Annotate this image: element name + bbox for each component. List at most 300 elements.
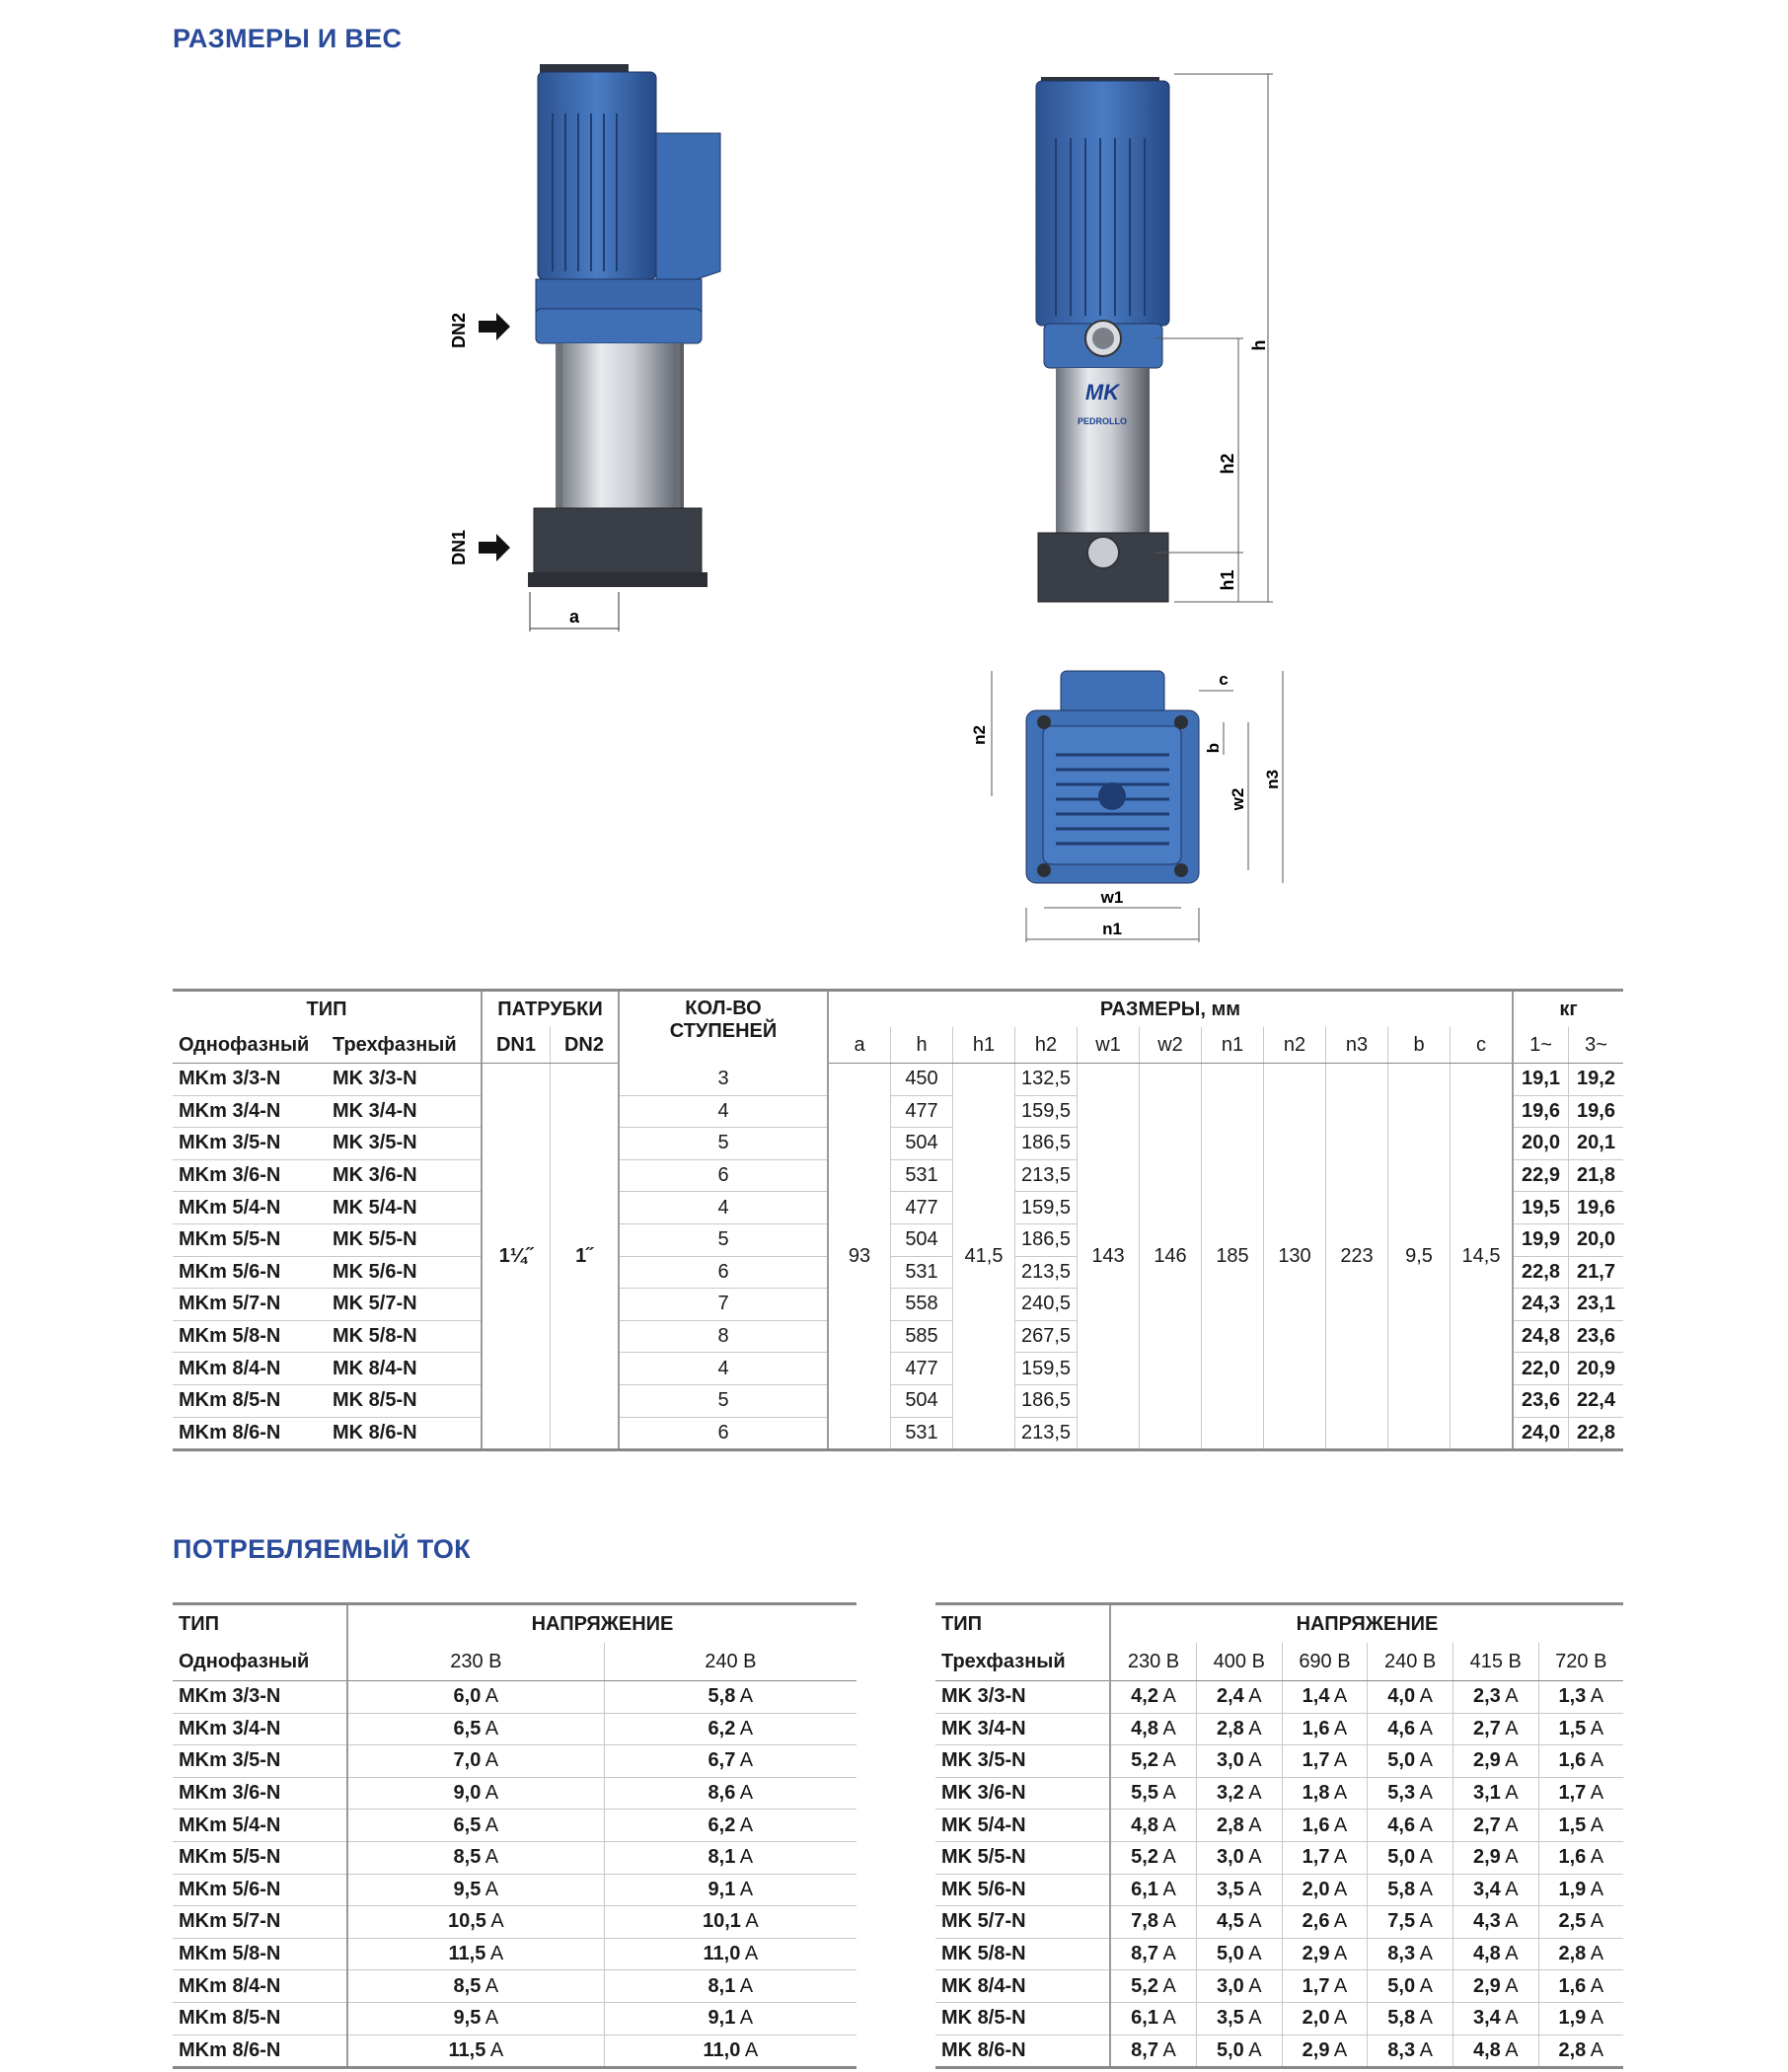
current-unit: A [1162, 2038, 1176, 2061]
model-name: MK 8/6-N [935, 2035, 1110, 2068]
current-value-cell [1282, 1938, 1368, 1970]
cell-stages: 6 [619, 1417, 828, 1450]
current-value-cell [1538, 1810, 1623, 1842]
current-unit: A [1333, 1685, 1348, 1708]
current-value: 4,3 [1472, 1910, 1501, 1933]
model-single: MKm 5/7-N [173, 1289, 327, 1321]
current-unit: A [489, 1943, 504, 1965]
current-value-cell [1453, 1874, 1538, 1906]
current-value: 4,8 [1131, 1813, 1158, 1836]
current-value-cell [1110, 1874, 1196, 1906]
current-value: 1,3 [1558, 1685, 1587, 1708]
current-value: 1,7 [1302, 1749, 1330, 1772]
cell-stages: 5 [619, 1384, 828, 1417]
current-value: 2,8 [1558, 1943, 1587, 1965]
current-unit: A [484, 1717, 499, 1739]
header-voltage-col: 240 В [604, 1643, 857, 1681]
current-value: 8,3 [1387, 2038, 1416, 2061]
current-value: 8,1 [708, 1846, 736, 1869]
current-unit: A [1333, 1749, 1348, 1772]
cell-kg3: 19,6 [1569, 1192, 1624, 1224]
current-unit: A [1162, 1685, 1176, 1708]
current-unit: A [1419, 1782, 1433, 1805]
current-value: 6,5 [453, 1813, 482, 1836]
current-value: 8,5 [453, 1846, 482, 1869]
current-value: 1,6 [1558, 1846, 1587, 1869]
current-value: 8,5 [453, 1974, 482, 1997]
current-value-cell [1110, 2002, 1196, 2035]
label-c: c [1219, 670, 1229, 689]
table-row [935, 1906, 1623, 1939]
pump-side-view-drawing [449, 64, 745, 641]
current-unit: A [1590, 1878, 1604, 1900]
current-value: 5,0 [1216, 1943, 1244, 1965]
current-value-cell [1282, 1906, 1368, 1939]
cell-kg3: 22,8 [1569, 1417, 1624, 1450]
current-value: 8,6 [708, 1782, 736, 1805]
cell-kg1: 22,0 [1513, 1353, 1569, 1385]
current-unit: A [1248, 1782, 1262, 1805]
header-stages-line1: КОЛ-ВО [685, 998, 762, 1019]
cell-h: 531 [891, 1417, 953, 1450]
current-value: 3,0 [1216, 1974, 1244, 1997]
cell-h2: 213,5 [1015, 1256, 1078, 1289]
current-value-cell [1196, 1681, 1282, 1714]
header-col-h1: h1 [953, 1027, 1015, 1064]
current-value: 6,7 [708, 1749, 736, 1772]
current-unit: A [1333, 2007, 1348, 2030]
table-row [935, 1938, 1623, 1970]
model-three: MK 3/6-N [327, 1159, 482, 1192]
cell-b: 9,5 [1388, 1064, 1451, 1450]
table-row [935, 2002, 1623, 2035]
current-value-cell [1453, 2035, 1538, 2068]
header-subtype: Однофазный [173, 1643, 347, 1681]
section-title-current: ПОТРЕБЛЯЕМЫЙ ТОК [173, 1534, 471, 1564]
current-unit: A [1248, 1910, 1262, 1933]
current-value: 3,1 [1472, 1782, 1501, 1805]
table-row [173, 1874, 857, 1906]
current-value-cell [1368, 1810, 1453, 1842]
cell-stages: 6 [619, 1256, 828, 1289]
current-value: 5,8 [1387, 1878, 1416, 1900]
model-name: MKm 5/8-N [173, 1938, 347, 1970]
current-unit: A [1162, 1749, 1176, 1772]
current-unit: A [739, 1685, 754, 1708]
header-voltage-col: 240 В [1368, 1643, 1453, 1681]
current-unit: A [1419, 1685, 1433, 1708]
model-name: MKm 8/5-N [173, 2002, 347, 2035]
current-value-cell [1368, 1745, 1453, 1778]
current-unit: A [1333, 1910, 1348, 1933]
current-value-cell [1110, 1713, 1196, 1745]
header-col-b: b [1388, 1027, 1451, 1064]
cell-kg3: 22,4 [1569, 1384, 1624, 1417]
current-value-cell [1196, 1970, 1282, 2003]
current-value: 6,2 [708, 1813, 736, 1836]
current-value: 2,8 [1558, 2038, 1587, 2061]
current-value: 4,8 [1472, 2038, 1501, 2061]
header-voltage-col: 720 В [1538, 1643, 1623, 1681]
current-unit: A [1333, 1846, 1348, 1869]
current-unit: A [1419, 1878, 1433, 1900]
cell-dn2: 1˝ [551, 1064, 620, 1450]
table-row [935, 1970, 1623, 2003]
model-name: MK 3/4-N [935, 1713, 1110, 1745]
current-value-cell [347, 1874, 604, 1906]
current-unit: A [1505, 1878, 1519, 1900]
current-value: 2,0 [1302, 1878, 1330, 1900]
current-unit: A [739, 1717, 754, 1739]
current-value-cell [1453, 1810, 1538, 1842]
model-three: MK 5/6-N [327, 1256, 482, 1289]
current-value-cell [1453, 1970, 1538, 2003]
current-value-cell [1453, 1841, 1538, 1874]
current-value-cell [604, 1745, 857, 1778]
cell-stages: 6 [619, 1159, 828, 1192]
cell-kg1: 19,9 [1513, 1223, 1569, 1256]
current-value: 2,4 [1216, 1685, 1244, 1708]
model-three: MK 3/4-N [327, 1095, 482, 1128]
cell-kg3: 21,7 [1569, 1256, 1624, 1289]
table-row [173, 1064, 1623, 1096]
current-value-cell [1368, 1777, 1453, 1810]
current-unit: A [739, 1846, 754, 1869]
current-unit: A [739, 1974, 754, 1997]
cell-h: 504 [891, 1223, 953, 1256]
current-value: 1,9 [1558, 2007, 1587, 2030]
current-unit: A [1333, 1782, 1348, 1805]
current-value: 3,4 [1472, 1878, 1501, 1900]
cell-kg1: 22,8 [1513, 1256, 1569, 1289]
current-unit: A [1505, 1749, 1519, 1772]
current-value: 5,0 [1387, 1974, 1416, 1997]
current-value-cell [347, 1841, 604, 1874]
label-h1: h1 [1218, 569, 1237, 591]
current-value: 3,2 [1216, 1782, 1244, 1805]
cell-kg1: 24,3 [1513, 1289, 1569, 1321]
current-value-cell [1453, 1681, 1538, 1714]
header-dn1: DN1 [482, 1027, 551, 1064]
dimensions-table [173, 989, 1623, 1451]
header-sizes: РАЗМЕРЫ, мм [828, 991, 1513, 1028]
current-value-cell [1196, 1777, 1282, 1810]
cell-h: 504 [891, 1384, 953, 1417]
pump-front-view-drawing [1016, 59, 1312, 631]
header-dn2: DN2 [551, 1027, 620, 1064]
current-value: 8,7 [1131, 2038, 1158, 2061]
current-value: 4,5 [1216, 1910, 1244, 1933]
current-value-cell [1282, 1681, 1368, 1714]
current-single-phase-table [173, 1602, 857, 2069]
current-value-cell [347, 1681, 604, 1714]
current-value: 1,5 [1558, 1813, 1587, 1836]
current-value-cell [1110, 1777, 1196, 1810]
model-name: MKm 5/5-N [173, 1841, 347, 1874]
current-value: 1,6 [1558, 1974, 1587, 1997]
cell-stages: 5 [619, 1128, 828, 1160]
current-unit: A [1333, 1717, 1348, 1739]
current-unit: A [1419, 1943, 1433, 1965]
current-value-cell [604, 1906, 857, 1939]
model-single: MKm 3/5-N [173, 1128, 327, 1160]
current-unit: A [484, 1782, 499, 1805]
current-value: 5,8 [1387, 2007, 1416, 2030]
current-value: 5,0 [1387, 1846, 1416, 1869]
table-row [935, 1713, 1623, 1745]
current-value-cell [604, 1970, 857, 2003]
header-col-h2: h2 [1015, 1027, 1078, 1064]
current-value-cell [1196, 2035, 1282, 2068]
cell-h: 531 [891, 1256, 953, 1289]
current-value-cell [1453, 1713, 1538, 1745]
current-value: 5,0 [1387, 1749, 1416, 1772]
current-value: 2,7 [1472, 1717, 1501, 1739]
table-row [935, 1841, 1623, 1874]
header-voltage: НАПРЯЖЕНИЕ [347, 1604, 857, 1644]
current-value-cell [1110, 1810, 1196, 1842]
current-unit: A [484, 1878, 499, 1900]
label-h2: h2 [1218, 453, 1237, 475]
cell-h2: 240,5 [1015, 1289, 1078, 1321]
current-value-cell [1368, 1906, 1453, 1939]
cell-h1: 41,5 [953, 1064, 1015, 1450]
current-value-cell [1196, 1841, 1282, 1874]
current-value: 5,2 [1131, 1974, 1158, 1997]
cell-h: 504 [891, 1128, 953, 1160]
current-unit: A [1248, 1813, 1262, 1836]
current-unit: A [1505, 2038, 1519, 2061]
current-value: 1,7 [1558, 1782, 1587, 1805]
current-value-cell [347, 1906, 604, 1939]
current-value-cell [1538, 1874, 1623, 1906]
label-n1: n1 [1102, 920, 1122, 938]
header-subtype: Трехфазный [935, 1643, 1110, 1681]
current-unit: A [1419, 1846, 1433, 1869]
current-value-cell [1196, 1938, 1282, 1970]
current-value-cell [1368, 2002, 1453, 2035]
current-value-cell [1538, 1681, 1623, 1714]
current-value: 9,5 [453, 2007, 482, 2030]
current-value: 5,3 [1387, 1782, 1416, 1805]
current-unit: A [1505, 1846, 1519, 1869]
current-unit: A [490, 1910, 504, 1933]
header-stages-line2: СТУПЕНЕЙ [669, 1020, 778, 1042]
current-value: 9,5 [453, 1878, 482, 1900]
current-value-cell [1110, 1970, 1196, 2003]
current-unit: A [484, 1846, 499, 1869]
current-value: 2,9 [1302, 2038, 1330, 2061]
model-three: MK 5/4-N [327, 1192, 482, 1224]
header-ports: ПАТРУБКИ [482, 991, 619, 1028]
current-unit: A [1162, 1717, 1176, 1739]
table-row [173, 1713, 857, 1745]
current-value: 7,5 [1387, 1910, 1416, 1933]
model-single: MKm 3/6-N [173, 1159, 327, 1192]
current-value: 2,8 [1216, 1813, 1244, 1836]
table-row [173, 1970, 857, 2003]
table-row [935, 1681, 1623, 1714]
cell-stages: 4 [619, 1192, 828, 1224]
current-value-cell [604, 1777, 857, 1810]
current-value: 8,7 [1131, 1943, 1158, 1965]
cell-h2: 159,5 [1015, 1353, 1078, 1385]
model-name: MKm 8/4-N [173, 1970, 347, 2003]
table-row [935, 1874, 1623, 1906]
current-value-cell [1453, 1745, 1538, 1778]
cell-stages: 5 [619, 1223, 828, 1256]
current-value: 1,5 [1558, 1717, 1587, 1739]
current-unit: A [1333, 1943, 1348, 1965]
current-unit: A [1248, 1943, 1262, 1965]
cell-h: 477 [891, 1095, 953, 1128]
cell-h2: 159,5 [1015, 1192, 1078, 1224]
current-value-cell [604, 2035, 857, 2068]
current-value-cell [604, 1810, 857, 1842]
current-unit: A [1419, 1749, 1433, 1772]
current-unit: A [1590, 1782, 1604, 1805]
current-unit: A [1248, 2038, 1262, 2061]
model-name: MK 5/4-N [935, 1810, 1110, 1842]
current-value-cell [1538, 1938, 1623, 1970]
current-unit: A [1590, 1717, 1604, 1739]
cell-h: 477 [891, 1192, 953, 1224]
current-value-cell [1110, 1906, 1196, 1939]
cell-kg3: 21,8 [1569, 1159, 1624, 1192]
current-unit: A [739, 1749, 754, 1772]
label-w1: w1 [1100, 888, 1124, 907]
table-row [173, 2035, 857, 2068]
current-value-cell [1538, 2002, 1623, 2035]
table-row [935, 1745, 1623, 1778]
current-unit: A [1248, 1717, 1262, 1739]
cell-a: 93 [828, 1064, 891, 1450]
cell-h2: 186,5 [1015, 1223, 1078, 1256]
header-col-n3: n3 [1326, 1027, 1388, 1064]
header-type: ТИП [935, 1604, 1110, 1644]
current-value: 11,5 [448, 2038, 486, 2061]
current-unit: A [1419, 1717, 1433, 1739]
current-value: 2,8 [1216, 1717, 1244, 1739]
model-name: MKm 3/4-N [173, 1713, 347, 1745]
current-value: 11,0 [703, 1943, 741, 1965]
current-value-cell [604, 1938, 857, 1970]
current-value-cell [347, 1777, 604, 1810]
current-value-cell [1453, 1938, 1538, 1970]
current-unit: A [1590, 1974, 1604, 1997]
current-unit: A [1505, 1813, 1519, 1836]
model-three: MK 5/5-N [327, 1223, 482, 1256]
current-value: 5,5 [1131, 1782, 1158, 1805]
current-value-cell [1282, 1745, 1368, 1778]
model-name: MKm 5/6-N [173, 1874, 347, 1906]
current-unit: A [1248, 1878, 1262, 1900]
current-value: 4,0 [1387, 1685, 1416, 1708]
current-value-cell [347, 1938, 604, 1970]
current-unit: A [745, 1910, 759, 1933]
current-unit: A [1505, 1685, 1519, 1708]
current-unit: A [1505, 1782, 1519, 1805]
model-single: MKm 3/4-N [173, 1095, 327, 1128]
pump-top-view-drawing [952, 661, 1322, 962]
current-unit: A [1505, 2007, 1519, 2030]
model-name: MK 3/6-N [935, 1777, 1110, 1810]
current-unit: A [1590, 1846, 1604, 1869]
cell-h2: 132,5 [1015, 1064, 1078, 1096]
current-unit: A [1590, 1749, 1604, 1772]
header-voltage-col: 230 В [1110, 1643, 1196, 1681]
cell-kg1: 19,6 [1513, 1095, 1569, 1128]
current-unit: A [1248, 1974, 1262, 1997]
label-b: b [1204, 742, 1223, 754]
current-value: 9,1 [708, 2007, 736, 2030]
cell-w1: 143 [1078, 1064, 1140, 1450]
current-value: 6,2 [708, 1717, 736, 1739]
current-unit: A [1590, 2038, 1604, 2061]
current-unit: A [1162, 1813, 1176, 1836]
label-dn1: DN1 [449, 529, 469, 566]
current-value-cell [347, 1810, 604, 1842]
cell-h: 531 [891, 1159, 953, 1192]
header-col-w1: w1 [1078, 1027, 1140, 1064]
current-value-cell [1453, 2002, 1538, 2035]
current-value: 3,0 [1216, 1749, 1244, 1772]
current-unit: A [1419, 1910, 1433, 1933]
current-unit: A [1333, 2038, 1348, 2061]
cell-h: 450 [891, 1064, 953, 1096]
label-a: a [568, 607, 580, 627]
cell-h: 585 [891, 1320, 953, 1353]
current-unit: A [1248, 2007, 1262, 2030]
table-row [173, 1938, 857, 1970]
current-value: 9,0 [453, 1782, 482, 1805]
cell-kg3: 23,1 [1569, 1289, 1624, 1321]
header-col-h: h [891, 1027, 953, 1064]
current-value-cell [1196, 1810, 1282, 1842]
cell-n2: 130 [1264, 1064, 1326, 1450]
current-value-cell [1368, 1970, 1453, 2003]
header-kg3: 3~ [1569, 1027, 1624, 1064]
current-value-cell [1538, 1745, 1623, 1778]
cell-kg3: 20,9 [1569, 1353, 1624, 1385]
cell-h2: 267,5 [1015, 1320, 1078, 1353]
model-name: MKm 5/4-N [173, 1810, 347, 1842]
current-value-cell [1368, 1938, 1453, 1970]
cell-w2: 146 [1140, 1064, 1202, 1450]
current-value-cell [1282, 1777, 1368, 1810]
current-value-cell [1538, 1713, 1623, 1745]
current-unit: A [1590, 1910, 1604, 1933]
current-value: 2,9 [1472, 1749, 1501, 1772]
label-h: h [1249, 339, 1269, 351]
header-col-w2: w2 [1140, 1027, 1202, 1064]
current-value: 2,6 [1302, 1910, 1330, 1933]
cell-kg3: 19,2 [1569, 1064, 1624, 1096]
current-value: 6,1 [1131, 2007, 1158, 2030]
current-value: 6,5 [453, 1717, 482, 1739]
current-unit: A [484, 1749, 499, 1772]
table-row [173, 1745, 857, 1778]
model-three: MK 3/5-N [327, 1128, 482, 1160]
current-unit: A [744, 2038, 759, 2061]
current-value-cell [1196, 1874, 1282, 1906]
current-unit: A [1333, 1813, 1348, 1836]
label-n3: n3 [1263, 770, 1282, 789]
current-value: 4,8 [1131, 1717, 1158, 1739]
current-value: 1,6 [1302, 1813, 1330, 1836]
current-unit: A [744, 1943, 759, 1965]
current-unit: A [1505, 1717, 1519, 1739]
